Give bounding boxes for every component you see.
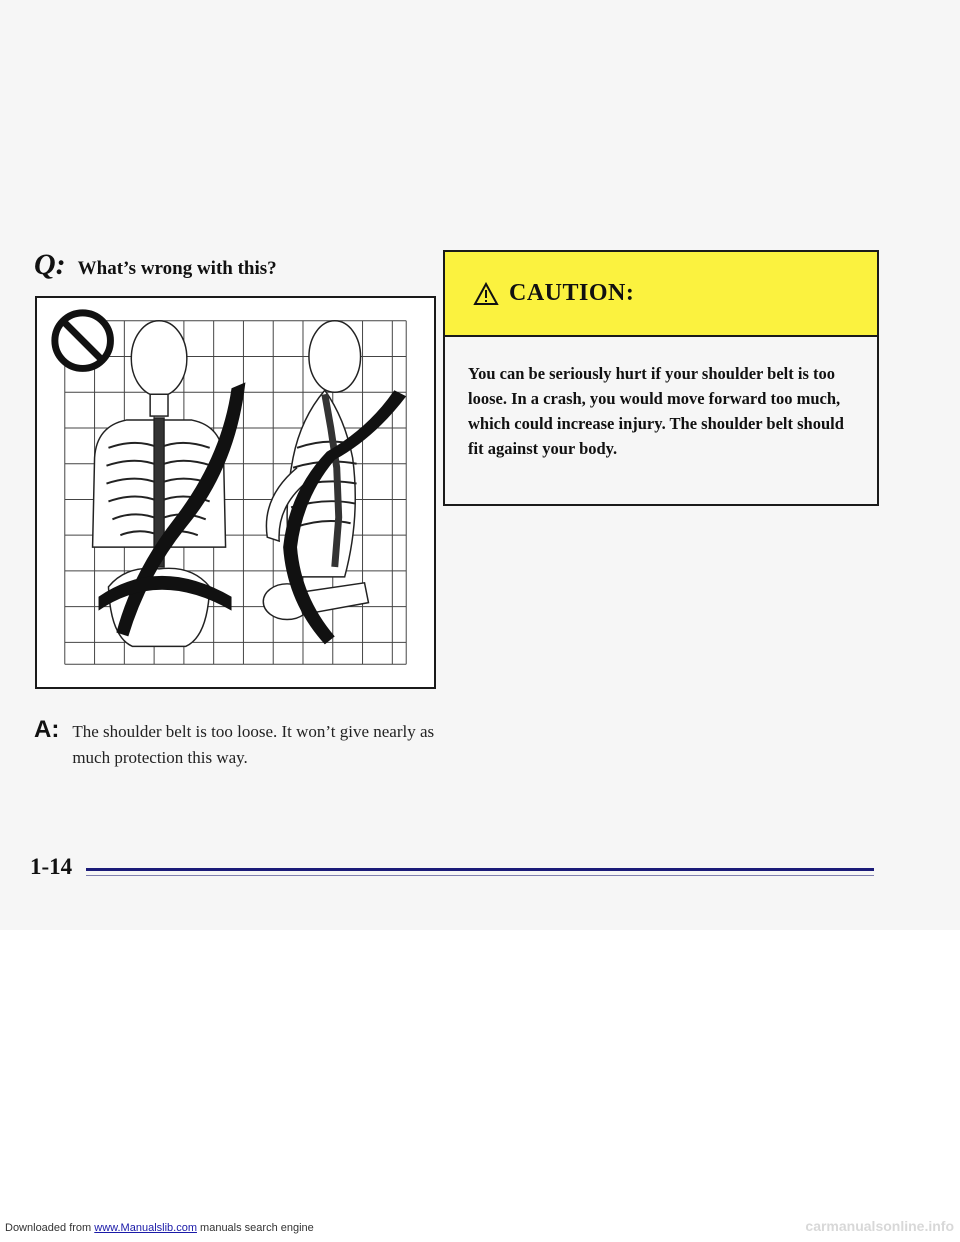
footer-prefix: Downloaded from xyxy=(5,1222,95,1234)
caution-header xyxy=(445,252,877,337)
download-footer xyxy=(5,1222,314,1234)
caution-title: CAUTION: xyxy=(509,280,635,306)
watermark: carmanualsonline.info xyxy=(805,1218,954,1234)
caution-body: You can be seriously hurt if your shoulder belt is too loose. In a crash, you would move forward too much, which could increase injury. The shoulder belt should fit against your body. xyxy=(468,364,844,458)
caution-box xyxy=(443,250,879,506)
answer-row xyxy=(34,716,442,771)
no-sign-icon xyxy=(55,313,111,369)
manualslib-link[interactable]: www.Manualslib.com xyxy=(94,1222,197,1234)
footer-suffix: manuals search engine xyxy=(196,1222,314,1234)
footer-rule xyxy=(86,868,874,871)
warning-triangle-icon xyxy=(473,282,499,306)
answer-marker: A: xyxy=(34,716,60,743)
question-row xyxy=(34,248,277,282)
footer-rule-thin xyxy=(86,875,874,876)
page-number: 1-14 xyxy=(30,854,73,879)
answer-text: The shoulder belt is too loose. It won’t give nearly as much protection this way. xyxy=(72,722,435,767)
skeleton-seatbelt-illustration xyxy=(37,298,434,687)
question-marker: Q: xyxy=(34,248,66,281)
question-text: What’s wrong with this? xyxy=(77,258,277,279)
seatbelt-illustration xyxy=(35,296,436,689)
